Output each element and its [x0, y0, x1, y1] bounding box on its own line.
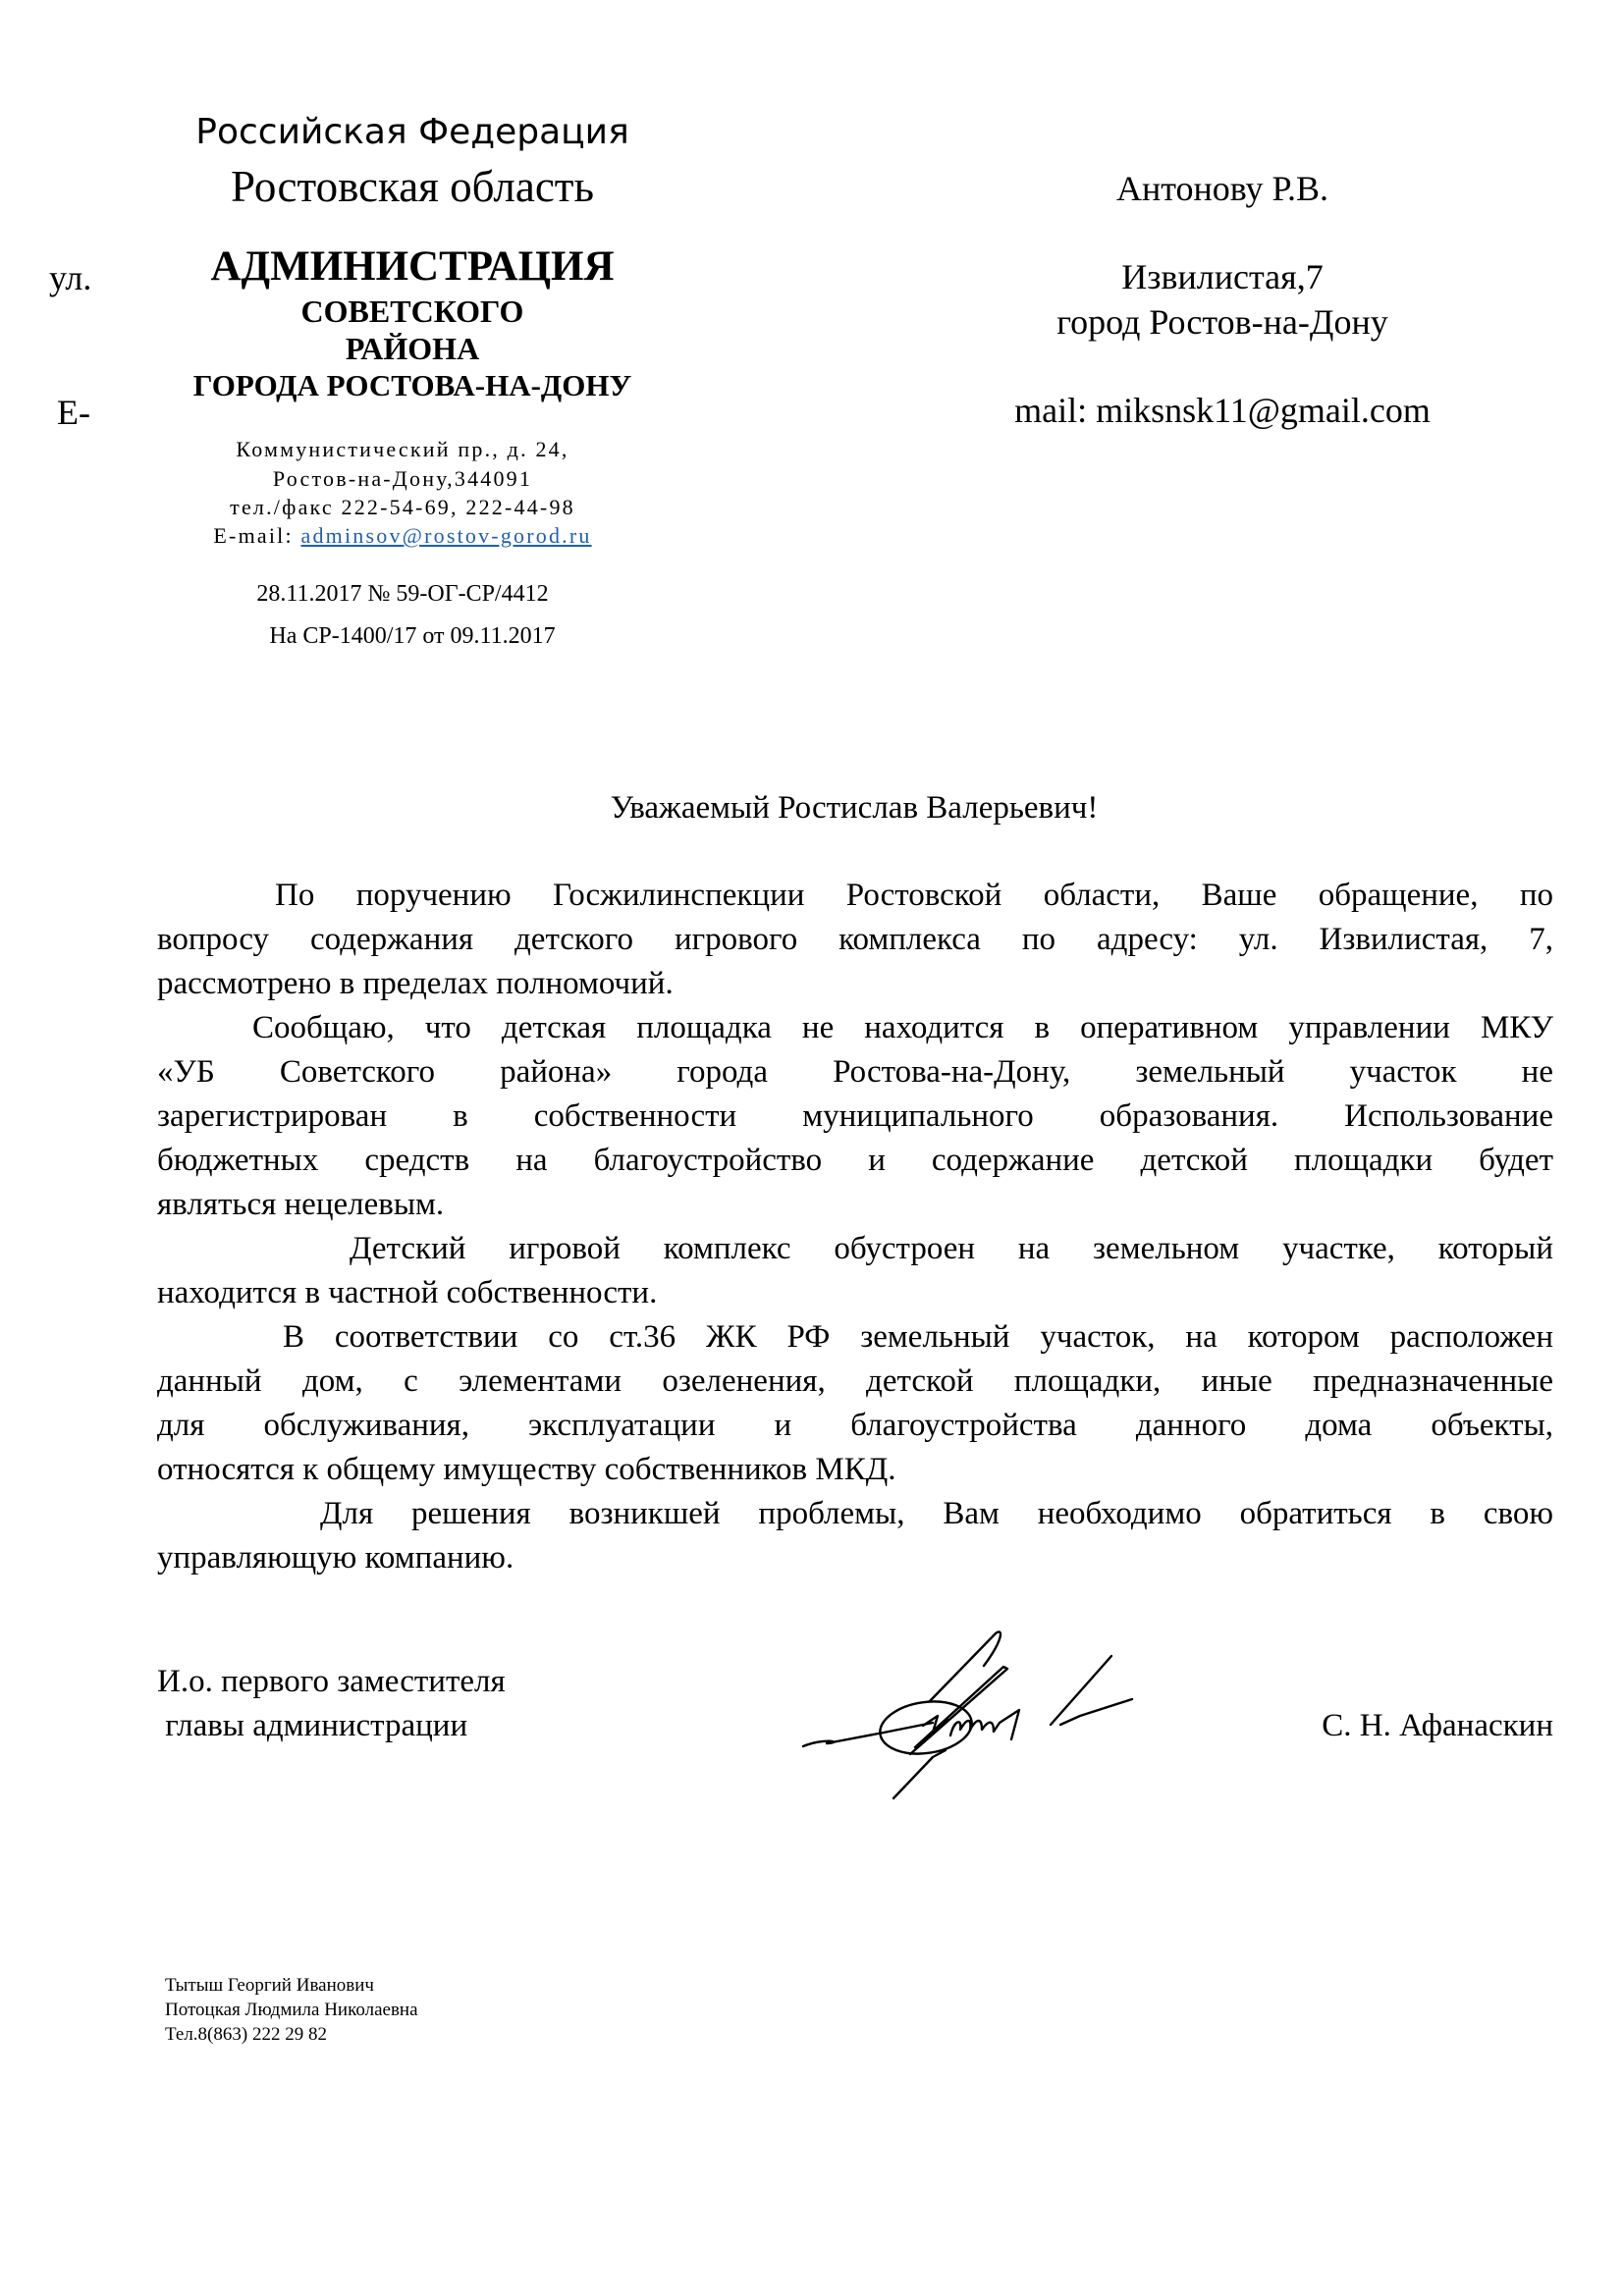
incoming-reference: На СР-1400/17 от 09.11.2017 [269, 623, 556, 649]
body-line: управляющую компанию. [157, 1540, 514, 1575]
greeting: Уважаемый Ростислав Валерьевич! [610, 790, 1099, 826]
body-line: рассмотрено в пределах полномочий. [157, 966, 674, 1001]
body-line: Для решения возникшей проблемы, Вам необходимо обратиться в свою [320, 1496, 1553, 1531]
region-name: Ростовская область [231, 162, 594, 211]
org-phone: тел./факс 222-54-69, 222-44-98 [230, 495, 575, 519]
stray-text-street: ул. [49, 258, 92, 297]
executor-name-1: Тытыш Георгий Иванович [165, 1975, 374, 1996]
org-district: СОВЕТСКОГО [300, 294, 524, 329]
executor-phone: Тел.8(863) 222 29 82 [165, 2024, 327, 2045]
body-line: вопросу содержания детского игрового комплекса по адресу: ул. Извилистая, 7, [157, 922, 1553, 957]
org-email-link[interactable]: adminsov@rostov-gorod.ru [300, 523, 592, 548]
handwritten-signature [785, 1610, 1178, 1836]
recipient-city: город Ростов-на-Дону [1056, 302, 1388, 342]
country-name: Российская Федерация [195, 112, 629, 152]
recipient-email: mail: miksnsk11@gmail.com [1014, 391, 1431, 430]
body-line: Детский игровой комплекс обустроен на земельном участке, который [350, 1231, 1553, 1266]
signatory-position-line2: главы администрации [157, 1708, 468, 1743]
stray-text-email: Е- [57, 393, 90, 432]
body-line: являться нецелевым. [157, 1187, 445, 1222]
org-address-line1: Коммунистический пр., д. 24, [236, 437, 569, 461]
body-line: относятся к общему имуществу собственников МКД. [157, 1452, 896, 1487]
outgoing-reference: 28.11.2017 № 59-ОГ-СР/4412 [256, 581, 549, 607]
body-line: данный дом, с элементами озеленения, детской площадки, иные предназначенные [157, 1363, 1553, 1399]
recipient-name: Антонову Р.В. [1115, 169, 1329, 208]
executor-name-2: Потоцкая Людмила Николаевна [165, 2000, 418, 2020]
body-line: находится в частной собственности. [157, 1275, 658, 1310]
body-line: зарегистрирован в собственности муниципального образования. Использование [157, 1098, 1553, 1134]
email-label: E-mail: [213, 523, 301, 548]
recipient-street: Извилистая,7 [1121, 257, 1324, 296]
body-line: бюджетных средств на благоустройство и содержание детской площадки будет [157, 1143, 1553, 1178]
signatory-position-line1: И.о. первого заместителя [157, 1664, 506, 1699]
org-address-line2: Ростов-на-Дону,344091 [272, 466, 533, 491]
org-title: АДМИНИСТРАЦИЯ [210, 243, 615, 290]
body-line: По поручению Госжилинспекции Ростовской области, Ваше обращение, по [275, 878, 1553, 913]
body-line: В соответствии со ст.36 ЖК РФ земельный участок, на котором расположен [283, 1319, 1553, 1355]
org-district-2: РАЙОНА [345, 331, 480, 366]
signatory-name: С. Н. Афанаскин [1322, 1708, 1553, 1743]
body-line: для обслуживания, эксплуатации и благоустройства данного дома объекты, [157, 1408, 1553, 1443]
org-email-line [88, 521, 717, 551]
body-line: «УБ Советского района» города Ростова-на-Дону, земельный участок не [157, 1054, 1553, 1090]
org-city: ГОРОДА РОСТОВА-НА-ДОНУ [192, 368, 632, 402]
body-line: Сообщаю, что детская площадка не находится в оперативном управлении МКУ [252, 1010, 1553, 1045]
